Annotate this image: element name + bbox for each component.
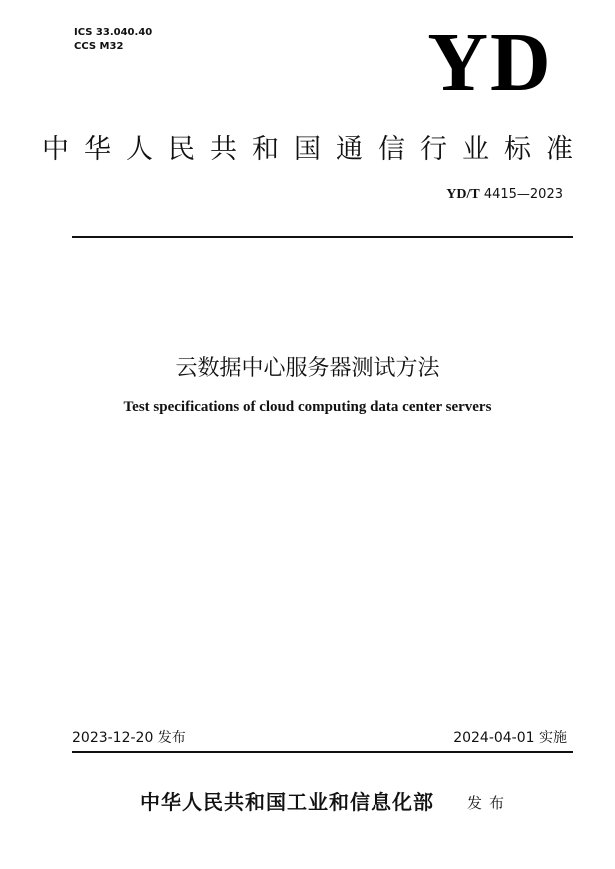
issue-date: 2023-12-20 发布 <box>72 730 186 746</box>
yd-logo: YD <box>427 16 553 109</box>
standard-category-title: 中华人民共和国通信行业标准 <box>42 134 588 165</box>
standard-number <box>446 186 563 204</box>
top-divider <box>72 236 573 238</box>
implementation-date: 2024-04-01 实施 <box>453 730 567 746</box>
ccs-code: CCS M32 <box>74 41 124 52</box>
standard-number-value: 4415—2023 <box>483 187 563 202</box>
ics-code: ICS 33.040.40 <box>74 27 153 38</box>
publish-label: 发布 <box>467 794 512 812</box>
publisher-name: 中华人民共和国工业和信息化部 <box>140 790 434 814</box>
document-title-english: Test specifications of cloud computing data center servers <box>123 399 492 415</box>
standard-number-prefix: YD/T <box>446 187 480 202</box>
bottom-divider <box>72 751 573 753</box>
document-title-chinese: 云数据中心服务器测试方法 <box>175 356 440 381</box>
